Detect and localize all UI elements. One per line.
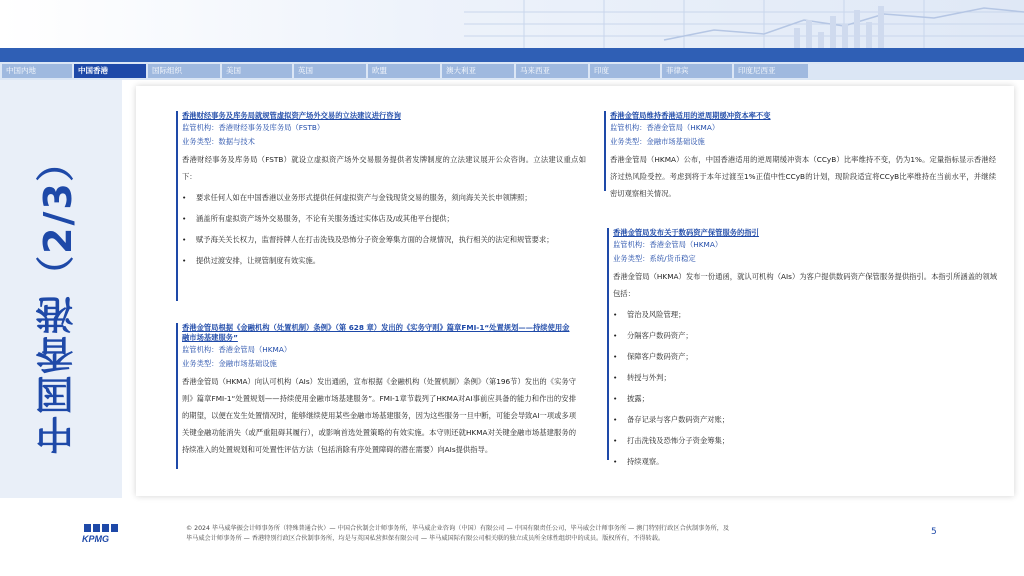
section-accent-bar [176,111,178,301]
news-regulator: 监管机构：香港金管局（HKMA） [182,345,292,354]
list-item: • 分隔客户数码资产； [613,327,997,344]
news-category: 业务类型：数据与技术 [182,137,255,146]
news-body: 香港金管局（HKMA）公布，中国香港适用的逆周期缓冲资本（CCyB）比率维持不变，仍为1%。定量指标显示香港经济过热风险受控。考虑到将于本年过渡至1%正值中性CCyB的计划，现阶段适宜将CCyB比率维持在当前水平，并继续密切观察相关情况。 [610,155,996,198]
news-intro: 香港财经事务及库务局（FSTB）就设立虚拟资产场外交易服务提供者发牌制度的立法建议展开公众咨询。立法建议重点如下： [182,155,586,181]
tab-australia[interactable]: 澳大利亚 [442,64,514,78]
header-strip [0,48,1024,62]
list-item: • 管治及风险管理； [613,306,997,323]
tab-indonesia[interactable]: 印度尼西亚 [734,64,808,78]
tab-philippines[interactable]: 菲律宾 [662,64,732,78]
news-regulator: 监管机构：香港金管局（HKMA） [610,123,720,132]
list-item: • 赋予海关关长权力，监督持牌人在打击洗钱及恐怖分子资金筹集方面的合规情况，执行相关的法定和规管要求； [182,231,586,248]
news-category: 业务类型：系统/货币稳定 [613,254,696,263]
news-category: 业务类型：金融市场基础设施 [610,137,705,146]
tab-uk[interactable]: 英国 [294,64,366,78]
section-accent-bar [176,323,178,469]
tab-international-orgs[interactable]: 国际组织 [148,64,220,78]
banner-chart-graphic [464,0,1024,52]
news-bullet-list [613,306,997,470]
news-item-hkma-fmi1 [182,323,576,458]
footer-copyright [186,524,926,544]
section-accent-bar [604,111,606,191]
news-item-hkma-custody [613,228,997,470]
page-number: 5 [931,527,937,537]
news-body: 香港金管局（HKMA）向认可机构（AIs）发出通函，宣布根据《金融机构（处置机制）条例》（第196节）发出的《实务守则》篇章FMI-1“处置规划——持续使用金融市场基建服务”。FMI-1章节载列了HKMA对AI事前应具备的能力和作出的安排的期望，以便在发生处置情况时，能够继续使用某些金融市场基建服务，因为这些服务一旦中断，可能会导致AI一项或多项关键金融功能消失（或严重阻碍其履行），或影响首选处置策略的有效实施。本守则还就HKMA对关键金融市场基建服务的持续准入的处置规划和可处置性评估方法（包括消除有序处置障碍的潜在需要）向AIs提供指导。 [182,377,576,454]
section-accent-bar [607,228,609,460]
news-title[interactable]: 香港金管局发布关于数码资产保管服务的指引 [613,228,759,237]
list-item: • 披露； [613,390,997,407]
news-title[interactable]: 香港金管局维持香港适用的逆周期缓冲资本率不变 [610,111,771,120]
list-item: • 备存记录与客户数码资产对账； [613,411,997,428]
kpmg-logo [80,524,126,544]
list-item: • 持续观察。 [613,453,997,470]
tab-eu[interactable]: 欧盟 [368,64,440,78]
news-regulator: 监管机构：香港金管局（HKMA） [613,240,723,249]
list-item: • 打击洗钱及恐怖分子资金筹集； [613,432,997,449]
tab-malaysia[interactable]: 马来西亚 [516,64,588,78]
tab-usa[interactable]: 美国 [222,64,292,78]
page-title: 中国香港（2/3） [36,141,80,455]
logo-text: KPMG [82,534,109,544]
list-item: • 涵盖所有虚拟资产场外交易服务，不论有关服务透过实体店及/或其他平台提供； [182,210,586,227]
tab-hong-kong[interactable]: 中国香港 [74,64,146,78]
tab-india[interactable]: 印度 [590,64,660,78]
news-bullet-list [182,189,586,269]
news-regulator: 监管机构：香港财经事务及库务局（FSTB） [182,123,325,132]
list-item: • 要求任何人如在中国香港以业务形式提供任何虚拟资产与金钱现货交易的服务，须向海关关长申领牌照； [182,189,586,206]
news-item-hkma-ccyb [610,111,996,202]
news-category: 业务类型：金融市场基础设施 [182,359,277,368]
news-item-fstb-vasp [182,111,586,269]
news-title[interactable]: 香港金管局根据《金融机构（处置机制）条例》（第 628 章）发出的《实务守则》篇章FMI-1“处置规划——持续使用金融市场基建服务” [182,323,570,342]
header-banner [0,0,1024,52]
list-item: • 保障客户数码资产； [613,348,997,365]
list-item: • 提供过渡安排，让规管制度有效实施。 [182,252,586,269]
tab-mainland-china[interactable]: 中国内地 [2,64,72,78]
footer-line: © 2024 毕马威华振会计师事务所（特殊普通合伙）— 中国合伙制会计师事务所，毕马威企业咨询（中国）有限公司 — 中国有限责任公司，毕马威会计师事务所 — 澳门特别行政区合伙制事务所，及 [186,525,730,532]
news-intro: 香港金管局（HKMA）发布一份通函，就认可机构（AIs）为客户提供数码资产保管服务提供指引。本指引所涵盖的领域包括： [613,272,997,298]
news-title[interactable]: 香港财经事务及库务局就规管虚拟资产场外交易的立法建议进行咨询 [182,111,401,120]
list-item: • 转授与外判； [613,369,997,386]
footer-line: 毕马威会计师事务所 — 香港特别行政区合伙制事务所，均是与英国私营担保有限公司 — 毕马威国际有限公司相关联的独立成员所全球性组织中的成员。版权所有，不得转载。 [186,535,665,542]
